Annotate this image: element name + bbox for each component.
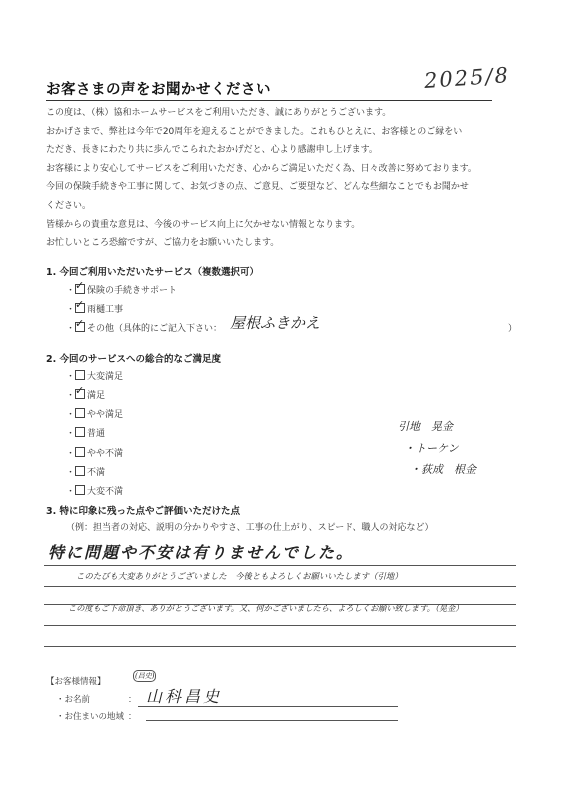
- q2-option: ・ 大変満足: [66, 372, 124, 382]
- q2-option: ・ やや不満: [66, 449, 124, 459]
- option-label: 普通: [87, 429, 106, 439]
- intro-line: ください。: [46, 200, 92, 211]
- option-label: 大変満足: [87, 372, 124, 382]
- customer-section-label: 【お客様情報】: [46, 677, 106, 687]
- page-title: お客さまの声をお聞かせください: [46, 82, 271, 98]
- answer-line: [44, 565, 516, 566]
- intro-line: 皆様からの貴重な意見は、今後のサービス向上に欠かせない情報となります。: [46, 219, 361, 230]
- intro-line: この度は、（株）協和ホームサービスをご利用いただき、誠にありがとうございます。: [46, 108, 392, 118]
- intro-line: ただき、長きにわたり共に歩んでこられたおかげだと、心より感謝申し上げます。: [46, 145, 378, 156]
- q3-title: 3. 特に印象に残った点やご評価いただけた点: [46, 506, 241, 517]
- customer-name: 山科昌史: [146, 687, 223, 706]
- name-underline: [138, 706, 398, 707]
- checkbox[interactable]: [75, 427, 85, 437]
- answer-line: [44, 646, 516, 647]
- q2-option: ・ 不満: [66, 468, 106, 478]
- q2-option: ・ 大変不満: [66, 487, 124, 497]
- intro-text: [46, 104, 516, 253]
- checkbox[interactable]: [75, 284, 85, 294]
- checkbox[interactable]: [75, 447, 85, 457]
- intro-line: お客様により安心してサービスをご利用いただき、心からご満足いただく為、日々改善に努めております。: [46, 163, 477, 174]
- q1-other-close: ）: [508, 324, 518, 334]
- checkbox[interactable]: [75, 322, 85, 332]
- address-colon: ：: [128, 712, 137, 722]
- q3-subtitle: （例：担当者の対応、説明の分かりやすさ、工事の仕上がり、スピード、職人の対応など）: [66, 523, 434, 533]
- checkbox[interactable]: [75, 370, 85, 380]
- intro-line: お忙しいところ恐縮ですが、ご協力をお願いいたします。: [46, 238, 280, 249]
- option-label: 雨樋工事: [87, 305, 124, 315]
- q1-other-answer: 屋根ふきかえ: [230, 314, 321, 332]
- answer-line: [44, 625, 516, 626]
- q1-title: 1. 今回ご利用いただいたサービス（複数選択可）: [46, 267, 260, 278]
- q2-option: ・ やや満足: [66, 410, 124, 420]
- option-label: 大変不満: [87, 487, 124, 497]
- name-label: ・お名前: [56, 695, 91, 705]
- q3-answer-2: このたびも大変ありがとうございました 今後ともよろしくお願いいたします（引地）: [76, 571, 403, 581]
- option-label: その他（具体的にご記入下さい：: [87, 324, 223, 334]
- intro-line: おかげさまで、弊社は今年で20周年を迎えることができました。これもひとえに、お客様とのご縁をい: [46, 126, 463, 137]
- q2-option: ・✓ 満足: [66, 388, 105, 401]
- intro-line: 今回の保険手続きや工事に関して、お気づきの点、ご意見、ご要望など、どんな些細なことでもお聞かせ: [46, 182, 469, 193]
- q2-option: ・ 普通: [66, 429, 106, 439]
- option-label: 保険の手続きサポート: [87, 286, 178, 296]
- option-label: 不満: [87, 468, 106, 478]
- address-label: ・お住まいの地域: [56, 712, 125, 722]
- staff-note: ・荻成 根金: [410, 463, 476, 476]
- option-label: やや不満: [87, 449, 124, 459]
- staff-note: ・トーケン: [404, 442, 459, 455]
- name-colon: ：: [128, 695, 137, 705]
- q1-option-gutter: ・✓ 雨樋工事: [66, 302, 123, 315]
- name-circle-mark: (昌史): [135, 672, 155, 680]
- answer-line: [44, 586, 516, 587]
- q2-title: 2. 今回のサービスへの総合的なご満足度: [46, 354, 222, 365]
- checkbox[interactable]: [75, 389, 85, 399]
- checkbox[interactable]: [75, 466, 85, 476]
- q3-answer-1: 特に問題や不安は有りませんでした。: [48, 543, 355, 562]
- q3-answer-3: この度もご下命頂き、ありがとうございます。又、何かございましたら、よろしくお願い致します。（晃金）: [68, 603, 464, 613]
- title-underline: [46, 100, 492, 101]
- option-label: 満足: [87, 391, 106, 401]
- checkbox[interactable]: [75, 485, 85, 495]
- option-label: やや満足: [87, 410, 124, 420]
- checkbox[interactable]: [75, 303, 85, 313]
- q1-option-other: ・✓ その他（具体的にご記入下さい：: [66, 321, 222, 334]
- staff-note: 引地 晃金: [398, 420, 453, 433]
- q1-option-insurance: ・✓ 保険の手続きサポート: [66, 283, 177, 296]
- address-underline: [146, 720, 398, 721]
- handwritten-date: 2025/8: [423, 63, 511, 93]
- checkbox[interactable]: [75, 408, 85, 418]
